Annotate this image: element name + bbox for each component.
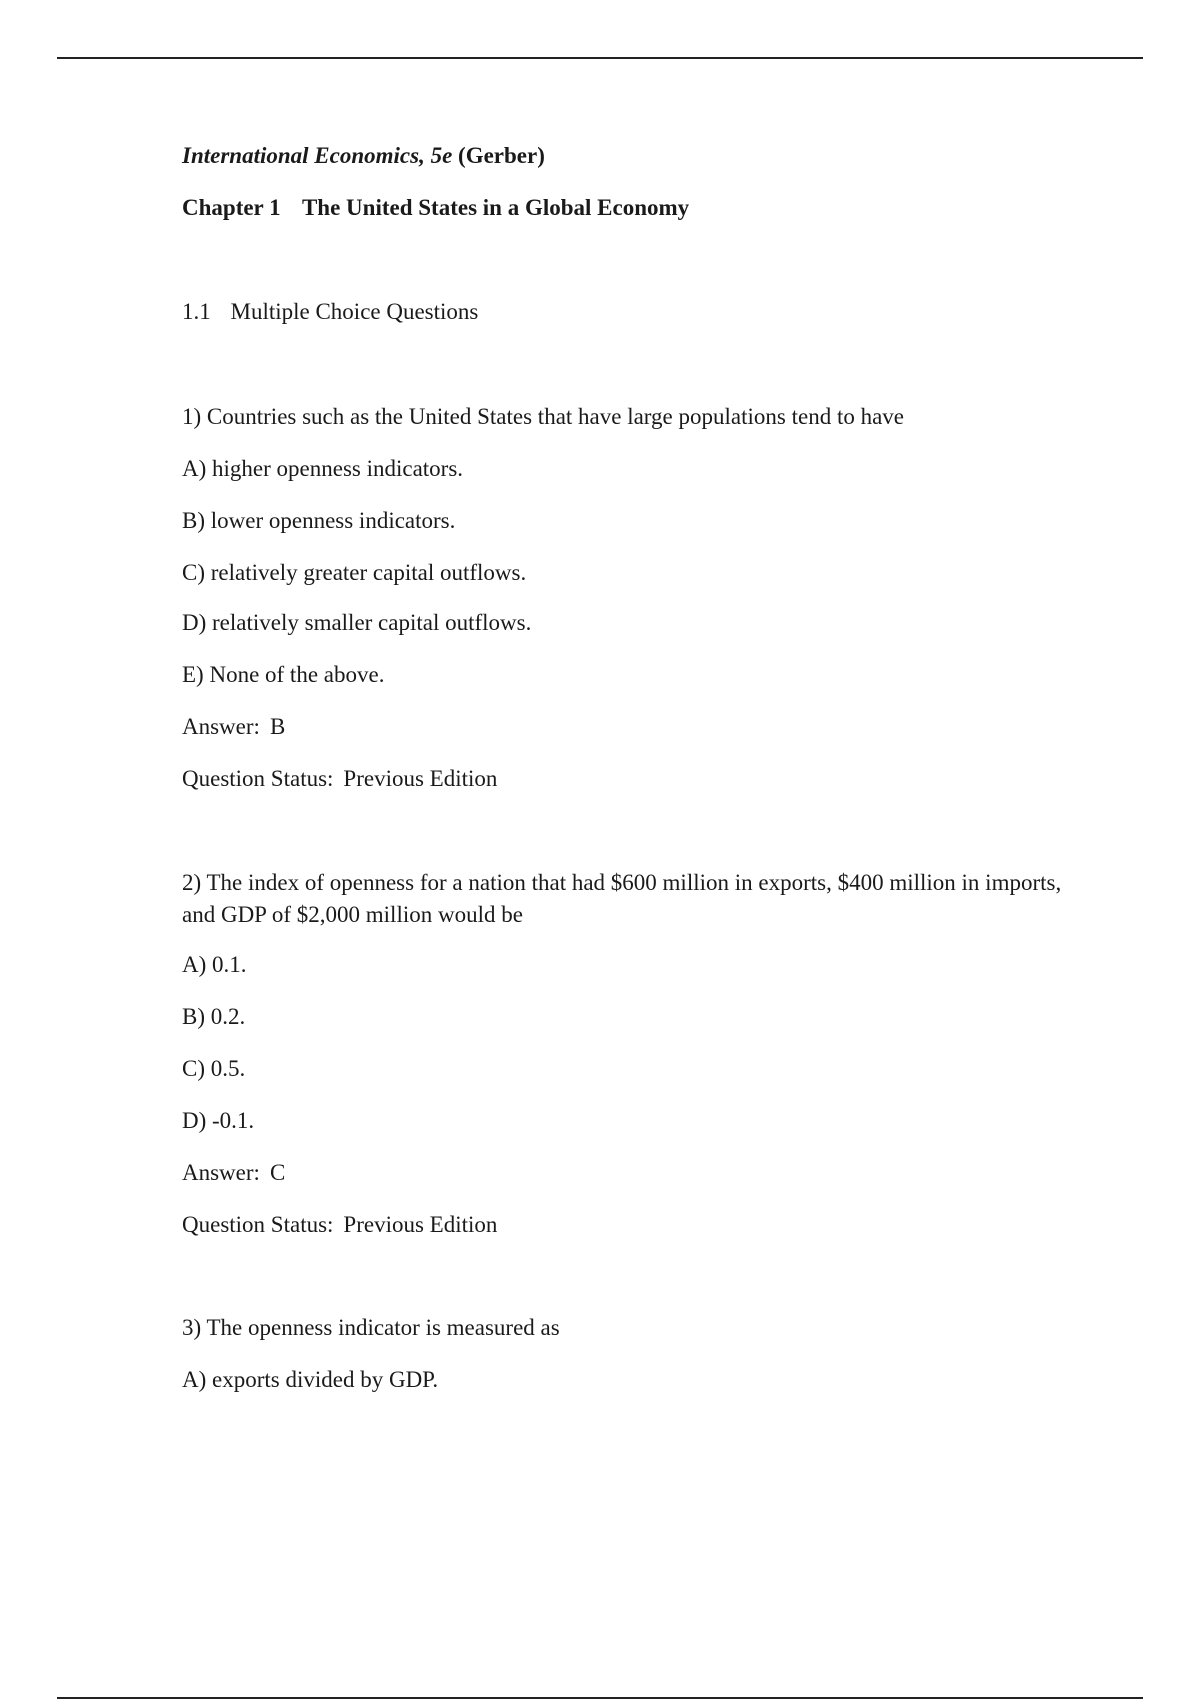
book-title-author: (Gerber)	[458, 143, 545, 168]
answer-line	[182, 711, 1062, 743]
question-stem: 3) The openness indicator is measured as	[182, 1315, 560, 1340]
question-option: A) higher openness indicators.	[182, 456, 464, 481]
question-3	[182, 1312, 1062, 1396]
top-rule	[57, 57, 1143, 59]
question-option: C) relatively greater capital outflows.	[182, 560, 527, 585]
chapter-heading	[182, 192, 1062, 224]
status-label: Question Status:	[182, 766, 334, 791]
question-2	[182, 867, 1062, 1241]
status-label: Question Status:	[182, 1212, 334, 1237]
answer-value: B	[269, 714, 286, 739]
answer-value: C	[269, 1160, 286, 1185]
status-line	[182, 763, 1062, 795]
question-option: A) 0.1.	[182, 952, 247, 977]
question-option: C) 0.5.	[182, 1056, 246, 1081]
page-content	[182, 140, 1062, 1396]
question-option: E) None of the above.	[182, 662, 385, 687]
status-line	[182, 1209, 1062, 1241]
question-option: A) exports divided by GDP.	[182, 1367, 439, 1392]
question-1	[182, 401, 1062, 795]
answer-label: Answer:	[182, 714, 260, 739]
answer-line	[182, 1157, 1062, 1189]
question-option: D) -0.1.	[182, 1108, 255, 1133]
status-value: Previous Edition	[343, 766, 498, 791]
bottom-rule	[57, 1697, 1143, 1699]
book-title-name: International Economics, 5e	[182, 143, 453, 168]
book-title	[182, 140, 1062, 172]
chapter-title: The United States in a Global Economy	[301, 195, 690, 220]
question-option: B) 0.2.	[182, 1004, 246, 1029]
answer-label: Answer:	[182, 1160, 260, 1185]
section-title: Multiple Choice Questions	[230, 299, 479, 324]
chapter-number: Chapter 1	[182, 195, 281, 220]
question-option: D) relatively smaller capital outflows.	[182, 610, 532, 635]
question-option: B) lower openness indicators.	[182, 508, 456, 533]
section-heading	[182, 296, 1062, 328]
question-stem: 1) Countries such as the United States that have large populations tend to have	[182, 404, 904, 429]
section-number: 1.1	[182, 299, 211, 324]
status-value: Previous Edition	[343, 1212, 498, 1237]
question-stem: 2) The index of openness for a nation that had $600 million in exports, $400 million in imports, and GDP of $2,000 million would be	[182, 870, 1062, 927]
